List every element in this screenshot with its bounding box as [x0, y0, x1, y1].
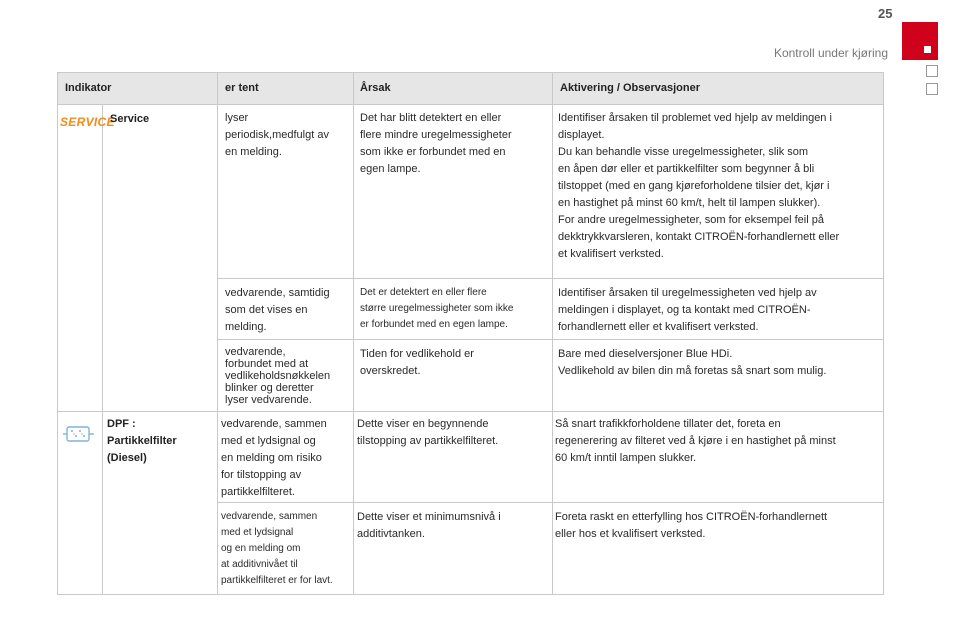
service-row1-lit: lyser periodisk,medfulgt av en melding.	[225, 112, 329, 158]
service-row3-action: Bare med dieselversjoner Blue HDi. Vedlikehold av bilen din må foretas så snart som mulig.	[558, 348, 827, 377]
dpf-row2-lit: vedvarende, sammen med et lydsignal og en melding om at additivnivået til partikkelfilteret er for lavt.	[221, 511, 333, 586]
dpf-row1-lit: vedvarende, sammen med et lydsignal og en melding om risiko for tilstopping av partikkelfilteret.	[221, 418, 327, 498]
chapter-tab[interactable]	[902, 22, 938, 60]
chapter-box-1[interactable]	[926, 65, 938, 77]
indicator-name-service: Service	[110, 113, 150, 125]
header-aktivering: Aktivering / Observasjoner	[560, 82, 700, 94]
indicator-table	[57, 72, 884, 595]
header-indikator: Indikator	[65, 82, 112, 94]
dpf-row2-action: Foreta raskt en etterfylling hos CITROËN-forhandlernett eller hos et kvalifisert verksted.	[555, 511, 828, 540]
service-row1-cause: Det har blitt detektert en eller flere mindre uregelmessigheter som ikke er forbundet med en egen lampe.	[360, 112, 512, 175]
chapter-tab-marker	[924, 46, 931, 53]
dpf-row1-action: Så snart trafikkforholdene tillater det, foreta en regenerering av filteret ved å kjøre i en hastighet på minst 60 km/t inntil lampen slukker.	[555, 418, 836, 464]
service-icon: SERVICE	[60, 115, 115, 129]
indicator-name-dpf: DPF : Partikkelfilter (Diesel)	[107, 418, 177, 464]
dpf-row2-cause: Dette viser et minimumsnivå i additivtanken.	[357, 511, 501, 540]
service-row3-cause: Tiden for vedlikehold er overskredet.	[360, 348, 474, 377]
header-er-tent: er tent	[225, 82, 259, 94]
particle-filter-icon	[63, 424, 95, 444]
service-row2-cause: Det er detektert en eller flere større uregelmessigheter som ikke er forbundet med en egen lampe.	[360, 287, 514, 330]
header-arsak: Årsak	[360, 82, 391, 94]
chapter-box-2[interactable]	[926, 83, 938, 95]
section-title: Kontroll under kjøring	[773, 46, 888, 60]
dpf-row1-cause: Dette viser en begynnende tilstopping av partikkelfilteret.	[357, 418, 499, 447]
page-number: 25	[878, 6, 893, 21]
service-row2-lit: vedvarende, samtidig som det vises en melding.	[225, 287, 330, 333]
service-row3-lit: vedvarende, forbundet med at vedlikeholdsnøkkelen blinker og deretter lyser vedvarende.	[225, 346, 331, 406]
service-row2-action: Identifiser årsaken til uregelmessigheten ved hjelp av meldingen i displayet, og ta kontakt med CITROËN- forhandlernett eller et kvalifisert verksted.	[558, 287, 817, 333]
service-row1-action: Identifiser årsaken til problemet ved hjelp av meldingen i displayet. Du kan behandle visse uregelmessigheter, slik som en åpen dør eller et partikkelfilter som begynner å bli tilstoppet (med en gang kjøreforholdene tilsier det, kjør i en hastighet på minst 60 km/t, helt til lampen slukker). For andre uregelmessigheter, som for eksempel feil på dekktrykkvarsleren, kontakt CITROËN-forhandlernett eller et kvalifisert verksted.	[558, 112, 840, 260]
